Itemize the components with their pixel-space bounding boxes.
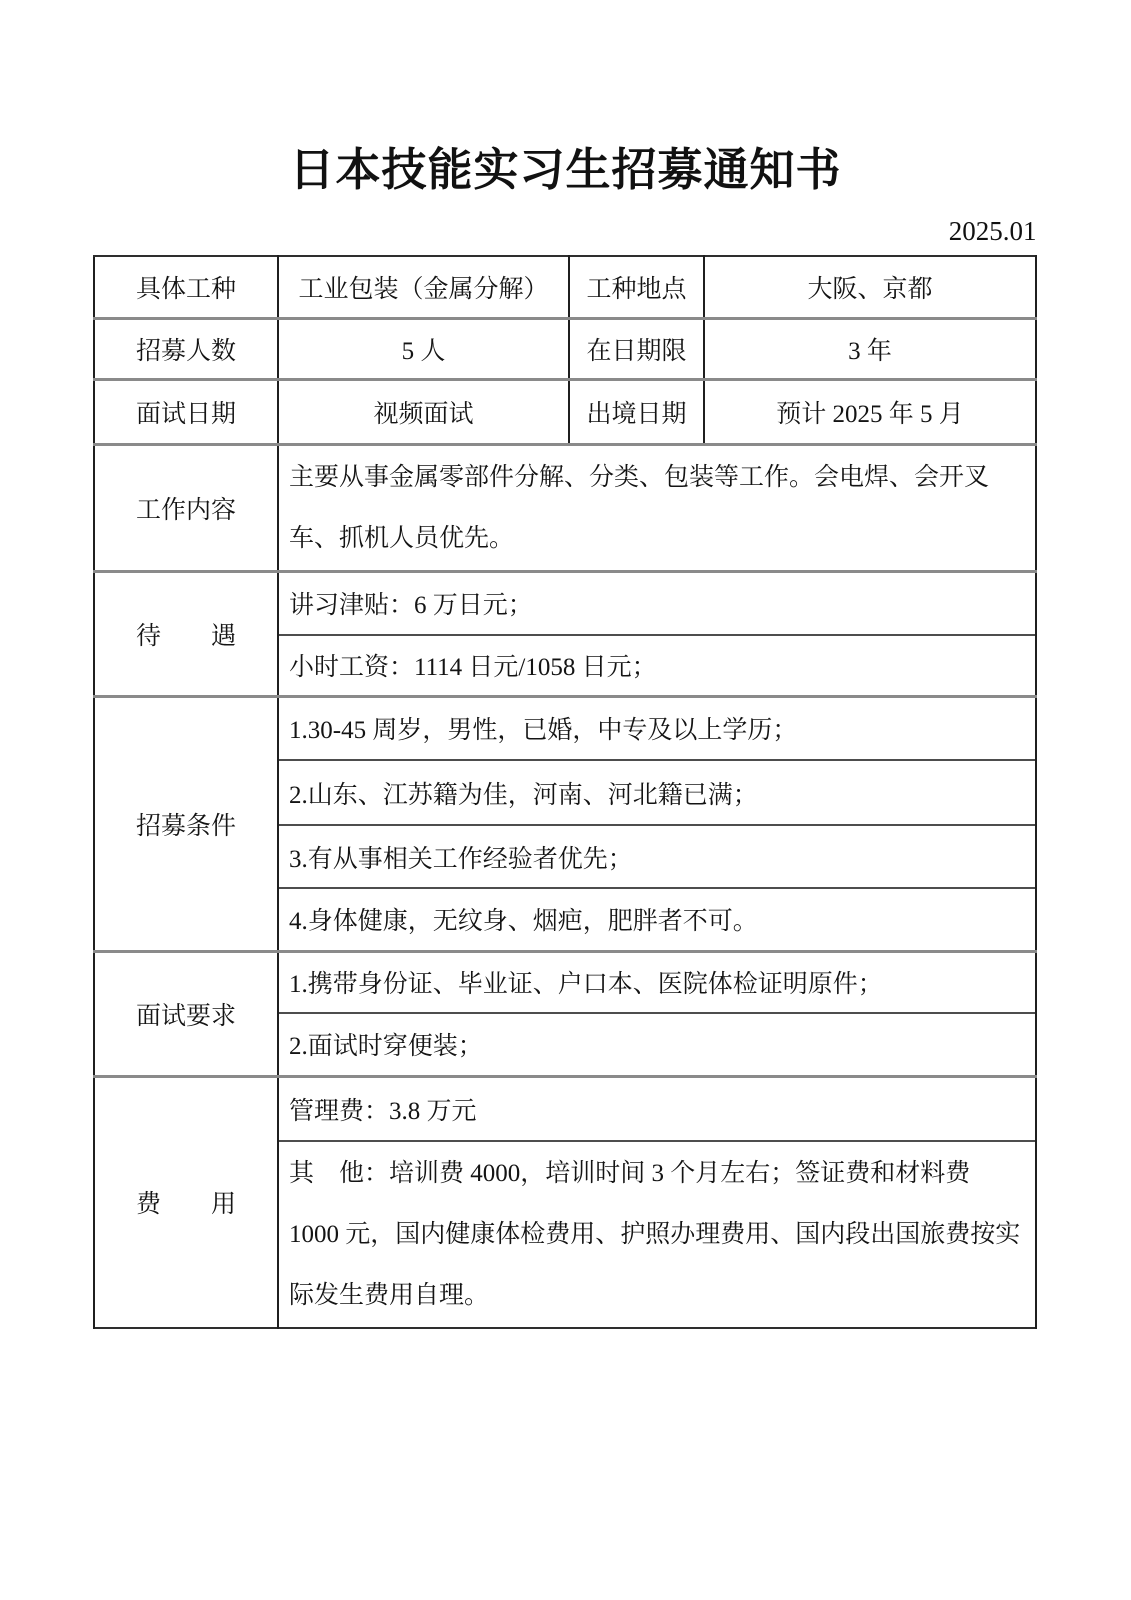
treatment-item-allowance: 讲习津贴：6 万日元； (278, 571, 1036, 635)
headcount-label: 招募人数 (94, 318, 278, 379)
interview-req-item-2: 2.面试时穿便装； (278, 1013, 1036, 1076)
interview-req-item-1: 1.携带身份证、毕业证、户口本、医院体检证明原件； (278, 951, 1036, 1013)
conditions-item-4: 4.身体健康，无纹身、烟疤，肥胖者不可。 (278, 888, 1036, 951)
row-specific-trade (94, 256, 1036, 318)
work-location-value: 大阪、京都 (704, 256, 1036, 318)
row-conditions-1 (94, 696, 1036, 760)
document-date: 2025.01 (948, 216, 1037, 246)
departure-date-label: 出境日期 (569, 379, 704, 444)
conditions-item-2: 2.山东、江苏籍为佳，河南、河北籍已满； (278, 760, 1036, 825)
fees-label: 费 用 (94, 1076, 278, 1328)
row-interview-date (94, 379, 1036, 444)
treatment-label: 待 遇 (94, 571, 278, 696)
work-content-label: 工作内容 (94, 444, 278, 571)
fees-item-other: 其 他：培训费 4000，培训时间 3 个月左右；签证费和材料费 1000 元，国内健康体检费用、护照办理费用、国内段出国旅费按实际发生费用自理。 (278, 1141, 1036, 1328)
headcount-value: 5 人 (278, 318, 569, 379)
stay-period-value: 3 年 (704, 318, 1036, 379)
row-headcount (94, 318, 1036, 379)
document-title: 日本技能实习生招募通知书 (289, 145, 842, 195)
row-interview-req-1 (94, 951, 1036, 1013)
stay-period-label: 在日期限 (569, 318, 704, 379)
recruitment-table (93, 255, 1037, 1329)
row-fees-1 (94, 1076, 1036, 1141)
interview-req-label: 面试要求 (94, 951, 278, 1076)
work-content-text: 主要从事金属零部件分解、分类、包装等工作。会电焊、会开叉车、抓机人员优先。 (278, 444, 1036, 571)
conditions-item-3: 3.有从事相关工作经验者优先； (278, 825, 1036, 888)
specific-trade-value: 工业包装（金属分解） (278, 256, 569, 318)
work-location-label: 工种地点 (569, 256, 704, 318)
interview-date-label: 面试日期 (94, 379, 278, 444)
conditions-item-1: 1.30-45 周岁，男性，已婚，中专及以上学历； (278, 696, 1036, 760)
row-treatment-1 (94, 571, 1036, 635)
interview-date-value: 视频面试 (278, 379, 569, 444)
departure-date-value: 预计 2025 年 5 月 (704, 379, 1036, 444)
conditions-label: 招募条件 (94, 696, 278, 951)
fees-item-management: 管理费：3.8 万元 (278, 1076, 1036, 1141)
specific-trade-label: 具体工种 (94, 256, 278, 318)
row-work-content (94, 444, 1036, 571)
treatment-item-hourly-wage: 小时工资：1114 日元/1058 日元； (278, 635, 1036, 696)
